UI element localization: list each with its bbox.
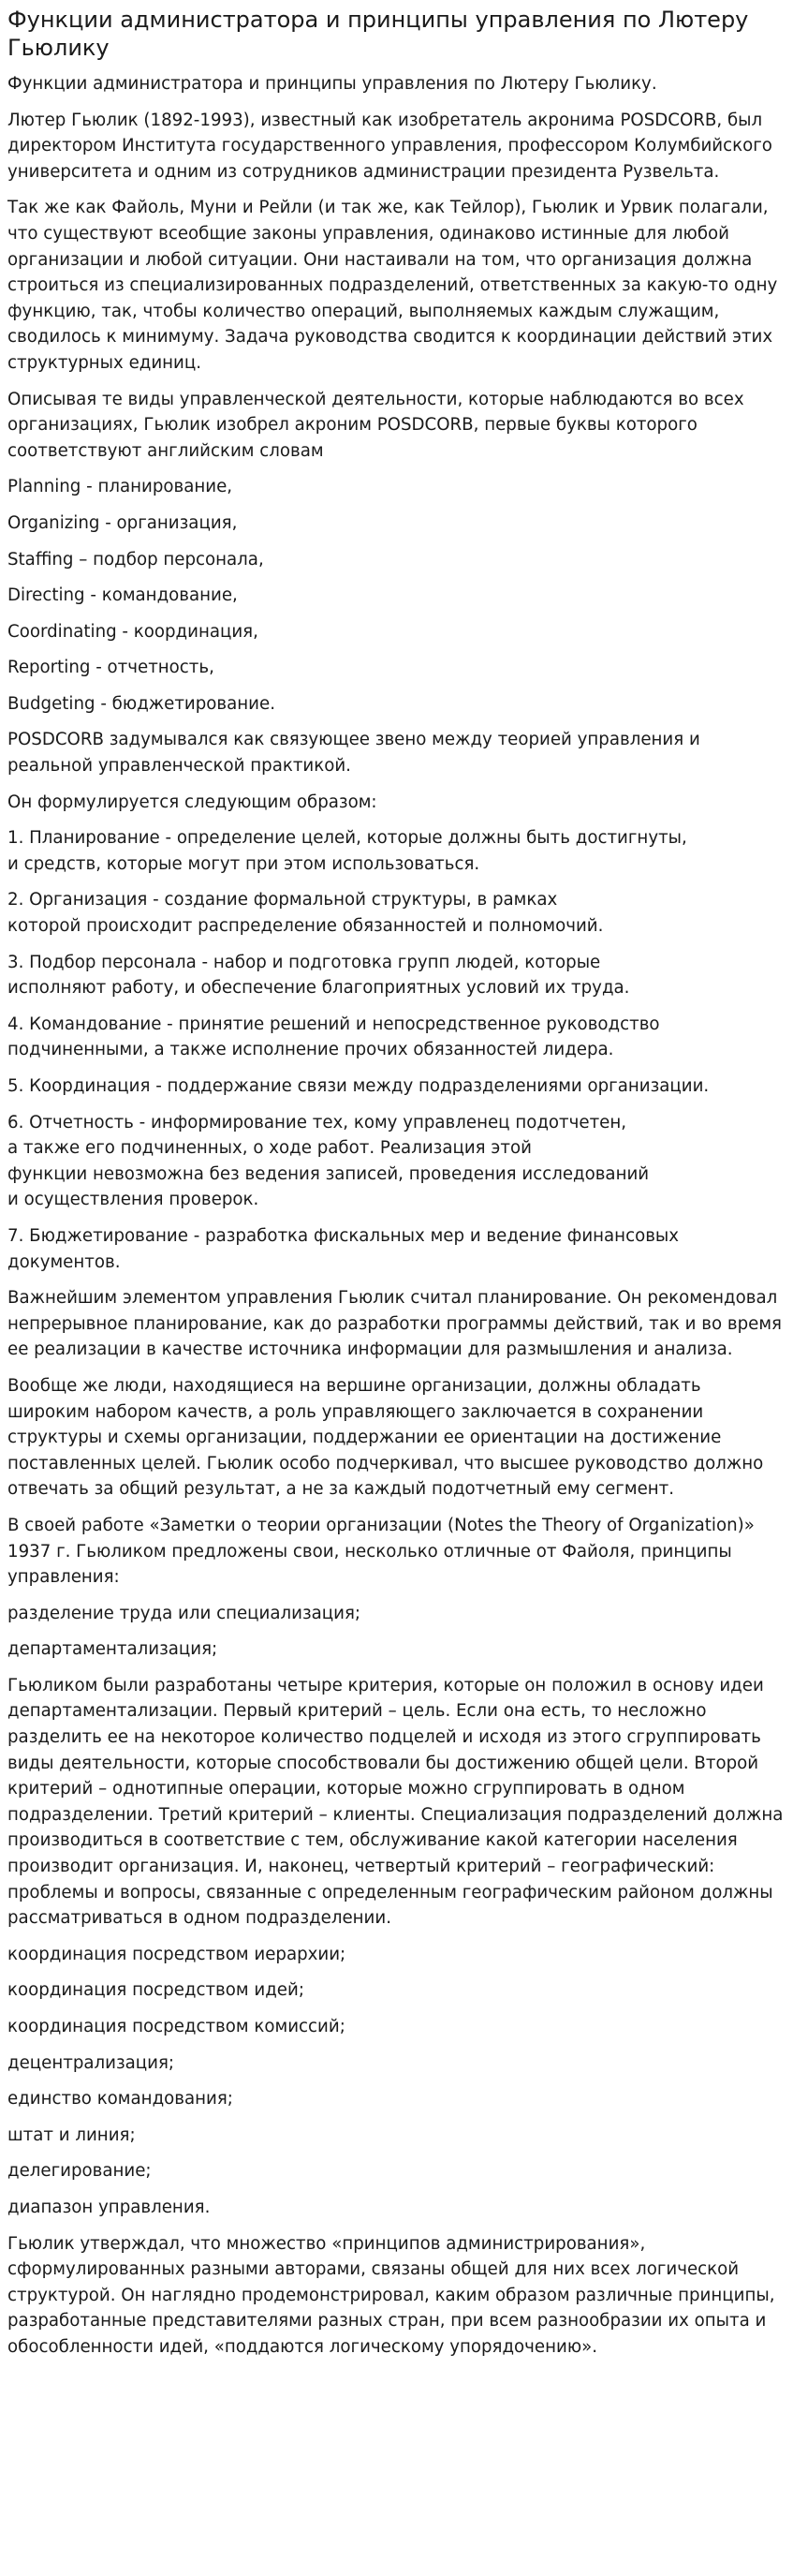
paragraph: 6. Отчетность - информирование тех, кому управленец подотчетен, а также его подчиненных, о ходе работ. Реализация этой функции невозможна без ведения записей, проведения исследований и осуществления проверок. <box>7 1112 650 1210</box>
paragraph: Он формулируется следующим образом: <box>7 792 377 812</box>
paragraph: разделение труда или специализация; <box>7 1603 361 1623</box>
paragraph: Важнейшим элементом управления Гьюлик считал планирование. Он рекомендовал непрерывное планирование, как до разработки программы действий, так и во время ее реализации в качестве источника информации для размышления и анализа. <box>7 1288 782 1360</box>
paragraph: 5. Координация - поддержание связи между подразделениями организации. <box>7 1076 710 1096</box>
paragraph: координация посредством комиссий; <box>7 2017 345 2036</box>
paragraph: 4. Командование - принятие решений и непосредственное руководство подчиненными, а также исполнение прочих обязанностей лидера. <box>7 1014 660 1060</box>
paragraph: Вообще же люди, находящиеся на вершине организации, должны обладать широким набором качеств, а роль управляющего заключается в сохранении структуры и схемы организации, поддержании ее ориентации на достижение поставленных целей. Гьюлик особо подчеркивал, что высшее руководство должно отвечать за общий результат, а не за каждый подотчетный ему сегмент. <box>7 1375 764 1500</box>
paragraph: Гьюликом были разработаны четыре критерия, которые он положил в основу идеи департаментализации. Первый критерий – цель. Если она есть, то несложно разделить ее на некоторое количество подцелей и исходя из этого сгруппировать виды деятельности, которые способствовали бы достижению общей цели. Второй критерий – однотипные операции, которые можно сгруппировать в одном подразделении. Третий критерий – клиенты. Специализация подразделений должна производиться в соответствие с тем, обслуживание какой категории населения производит организация. И, наконец, четвертый критерий – географический: проблемы и вопросы, связанные с определенным географическим районом должны рассматриваться в одном подразделении. <box>7 1675 784 1929</box>
paragraph: делегирование; <box>7 2161 152 2182</box>
paragraph: диапазон управления. <box>7 2197 211 2217</box>
page-title: Функции администратора и принципы управления по Лютеру Гьюлику <box>7 7 749 61</box>
paragraph: координация посредством идей; <box>7 1980 304 2001</box>
paragraph: POSDCORB задумывался как связующее звено между теорией управления и реальной управленческой практикой. <box>7 730 700 777</box>
article-body <box>7 71 786 2361</box>
paragraph: Описывая те виды управленческой деятельности, которые наблюдаются во всех организациях, Гьюлик изобрел акроним POSDCORB, первые буквы которого соответствуют английским словам <box>7 389 744 461</box>
paragraph: децентрализация; <box>7 2052 175 2073</box>
paragraph: штат и линия; <box>7 2124 136 2145</box>
paragraph: Гьюлик утверждал, что множество «принципов администрирования», сформулированных разными авторами, связаны общей для них всех логической структурой. Он наглядно продемонстрировал, каким образом различные принципы, разработанные представителями разных стран, при всем разнообразии их опыта и обособленности идей, «поддаются логическому упорядочению». <box>7 2233 775 2357</box>
paragraph: Organizing - организация, <box>7 512 238 533</box>
paragraph: Функции администратора и принципы управления по Лютеру Гьюлику. <box>7 74 657 94</box>
paragraph: 1. Планирование - определение целей, которые должны быть достигнуты, и средств, которые могут при этом использоваться. <box>7 828 687 874</box>
paragraph: департаментализация; <box>7 1639 218 1660</box>
paragraph: 3. Подбор персонала - набор и подготовка групп людей, которые исполняют работу, и обеспечение благоприятных условий их труда. <box>7 952 630 999</box>
paragraph: координация посредством иерархии; <box>7 1944 346 1964</box>
paragraph: Reporting - отчетность, <box>7 658 214 678</box>
paragraph: Coordinating - координация, <box>7 621 258 642</box>
paragraph: Budgeting - бюджетирование. <box>7 693 275 714</box>
paragraph: 7. Бюджетирование - разработка фискальных мер и ведение финансовых документов. <box>7 1225 680 1272</box>
paragraph: Staffing – подбор персонала, <box>7 549 264 570</box>
paragraph: Directing - командование, <box>7 585 238 606</box>
paragraph: 2. Организация - создание формальной структуры, в рамках которой происходит распределение обязанностей и полномочий. <box>7 890 604 937</box>
paragraph: Planning - планирование, <box>7 477 233 497</box>
paragraph: Лютер Гьюлик (1892-1993), известный как изобретатель акронима POSDCORB, был директором Института государственного управления, профессором Колумбийского университета и одним из сотрудников администрации президента Рузвельта. <box>7 110 772 182</box>
paragraph: Так же как Файоль, Муни и Рейли (и так же, как Тейлор), Гьюлик и Урвик полагали, что существуют всеобщие законы управления, одинаково истинные для любой организации и любой ситуации. Они настаивали на том, что организация должна строиться из специализированных подразделений, ответственных за какую-то одну функцию, так, чтобы количество операций, выполняемых каждым служащим, сводилось к минимуму. Задача руководства сводится к координации действий этих структурных единиц. <box>7 198 778 373</box>
paragraph: В своей работе «Заметки о теории организации (Notes the Theory of Organization)» 1937 г. Гьюликом предложены свои, несколько отличные от Файоля, принципы управления: <box>7 1515 755 1588</box>
paragraph: единство командования; <box>7 2089 233 2110</box>
